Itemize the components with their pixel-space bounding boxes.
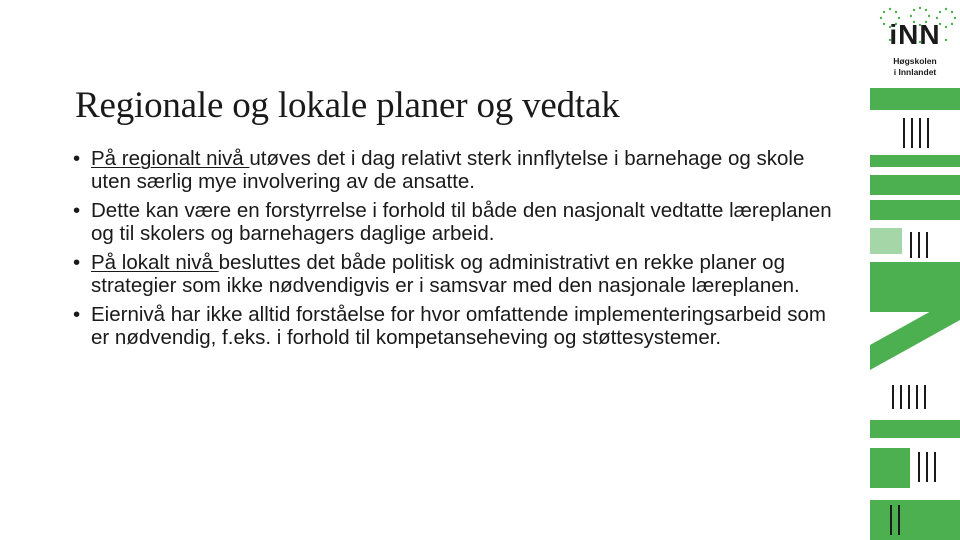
bullet-symbol: •: [73, 303, 81, 326]
logo-mark: iNN: [889, 19, 941, 50]
bullet-symbol: •: [73, 147, 81, 170]
logo-line-2: i Innlandet: [893, 67, 937, 77]
bullet-text: besluttes det både politisk og administrativt en rekke planer og strategier som ikke nødvendigvis er i samsvar med den nasjonale læreplanen.: [91, 251, 800, 297]
bullet-text: utøves det i dag relativt sterk innflytelse i barnehage og skole uten særlig mye involvering av de ansatte.: [91, 147, 805, 193]
bullet-symbol: •: [73, 251, 81, 274]
bullet-item: [73, 199, 833, 245]
logo-line-1: Høgskolen: [893, 56, 937, 66]
bullet-text: Dette kan være en forstyrrelse i forhold til både den nasjonalt vedtatte læreplanen og til skolers og barnehagers daglige arbeid.: [91, 199, 832, 245]
bullet-text: Eiernivå har ikke alltid forståelse for hvor omfattende implementeringsarbeid som er nødvendig, f.eks. i forhold til kompetanseheving og støttesystemer.: [91, 303, 826, 349]
bullet-item: [73, 147, 833, 193]
bullet-item: [73, 251, 833, 297]
bullet-lead: På regionalt nivå: [91, 147, 250, 170]
brand-strip: [870, 0, 960, 540]
bullet-item: [73, 303, 833, 349]
decorative-pattern: [870, 88, 960, 540]
slide-title: Regionale og lokale planer og vedtak: [75, 85, 620, 126]
bullet-list: [73, 147, 833, 355]
bullet-symbol: •: [73, 199, 81, 222]
bullet-lead: På lokalt nivå: [91, 251, 219, 274]
